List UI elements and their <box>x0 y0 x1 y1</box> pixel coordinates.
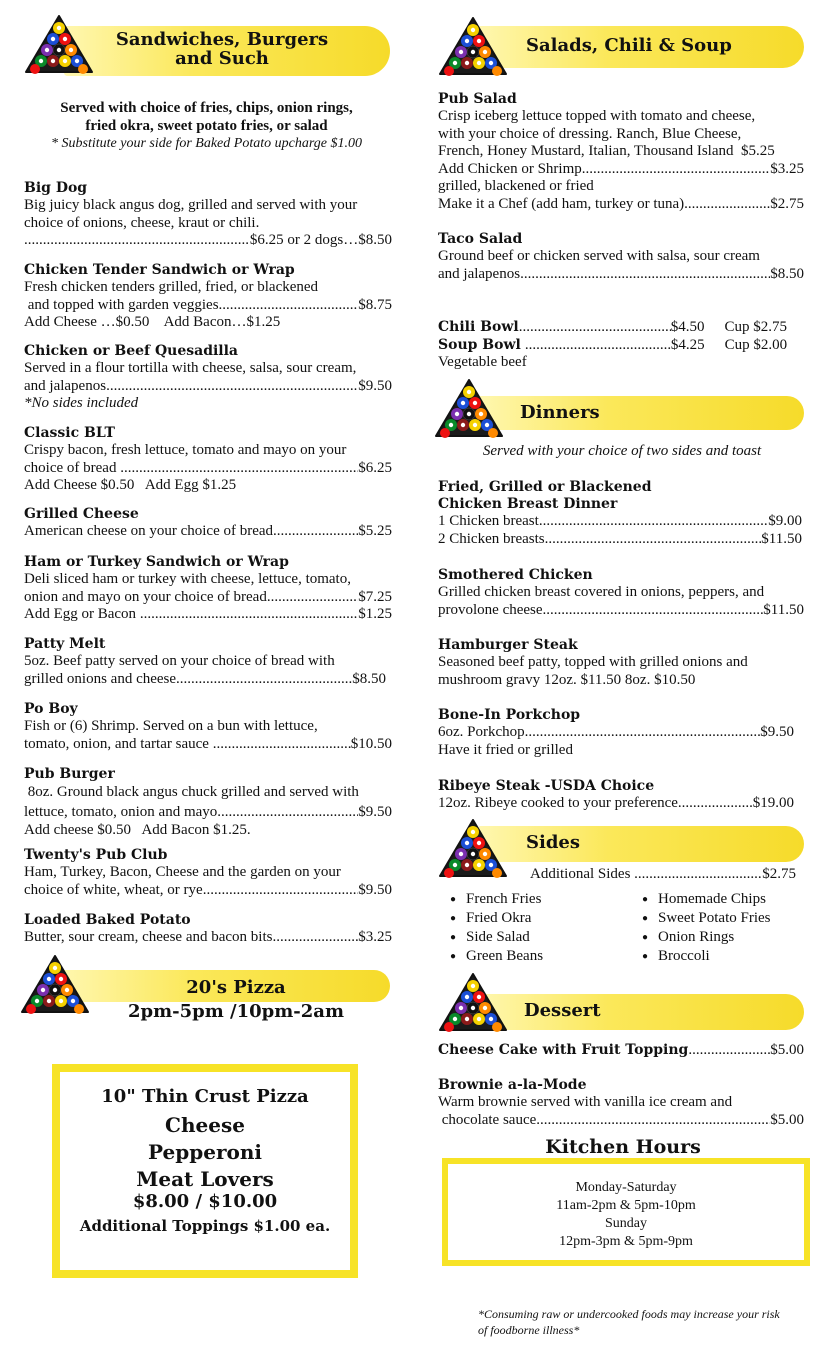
menu-item-brownie <box>438 1077 808 1129</box>
item-desc: and topped with garden veggies <box>24 296 219 313</box>
item-price: $4.50 <box>670 319 705 335</box>
item-name: Po Boy <box>24 701 78 717</box>
item-price: $9.50 <box>358 881 392 898</box>
item-desc: Crisp iceberg lettuce topped with tomato and cheese, <box>438 108 756 124</box>
item-name: Twenty's Pub Club <box>24 847 168 863</box>
sandwiches-banner-title-2: and Such <box>175 48 269 69</box>
item-price-line <box>24 460 392 478</box>
item-addon: Make it a Chef (add ham, turkey or tuna) <box>438 195 685 212</box>
side-item: ● Onion Rings <box>636 928 771 947</box>
item-addon: Add Egg or Bacon <box>24 606 140 622</box>
item-name: Chili Bowl <box>438 319 519 335</box>
hours-line: 12pm-3pm & 5pm-9pm <box>559 1234 693 1249</box>
item-price-line <box>24 671 386 689</box>
item-name: Patty Melt <box>24 636 106 652</box>
item-price: $11.50 <box>761 530 802 547</box>
item-desc: Fish or (6) Shrimp. Served on a bun with lettuce, <box>24 718 318 734</box>
menu-item-classic-blt <box>24 425 392 495</box>
item-cup-price: Cup $2.00 <box>724 336 788 353</box>
item-name: Loaded Baked Potato <box>24 912 191 928</box>
menu-item-pub-burger <box>24 766 392 840</box>
item-name: Chicken Tender Sandwich or Wrap <box>24 262 295 278</box>
side-item: ● Fried Okra <box>444 909 636 928</box>
item-price-line <box>438 1042 804 1060</box>
menu-item-ham-turkey <box>24 554 392 624</box>
item-price-line <box>438 513 802 531</box>
item-desc: lettuce, tomato, onion and mayo <box>24 804 218 820</box>
pizza-option-meat-lovers: Meat Lovers <box>136 1167 274 1191</box>
pizza-box <box>52 1064 358 1278</box>
item-addon: Add Chicken or Shrimp <box>438 160 582 177</box>
item-price: $9.50 <box>358 804 392 820</box>
item-desc: Seasoned beef patty, topped with grilled onions and <box>438 654 748 670</box>
item-price: $19.00 <box>752 795 794 811</box>
item-desc: choice of white, wheat, or rye <box>24 881 203 898</box>
footnote-line-2: of foodborne illness* <box>478 1323 580 1337</box>
dinners-banner <box>434 378 808 440</box>
item-addon: Add Cheese …$0.50 Add Bacon…$1.25 <box>24 314 281 330</box>
item-price-line <box>24 232 392 250</box>
item-price: $9.50 <box>760 724 794 740</box>
additional-sides-line <box>530 866 796 884</box>
menu-item-pub-salad <box>438 91 808 213</box>
item-name: Cheese Cake with Fruit Topping <box>438 1042 689 1058</box>
item-name: Grilled Cheese <box>24 506 139 522</box>
item-price-line <box>24 882 392 900</box>
item-price-line <box>438 196 804 214</box>
item-price: $10.50 <box>350 735 392 752</box>
side-item: ● Broccoli <box>636 947 771 966</box>
item-desc: grilled onions and cheese <box>24 670 177 687</box>
pizza-banner <box>20 954 392 1024</box>
pizza-banner-title: 20's Pizza <box>186 977 286 998</box>
item-desc: choice of bread <box>24 459 121 476</box>
menu-item-grilled-cheese <box>24 506 392 541</box>
billiard-rack-icon <box>438 972 508 1034</box>
item-desc: 5oz. Beef patty served on your choice of bread with <box>24 653 335 669</box>
menu-item-ribeye <box>438 778 808 813</box>
sides-column-2 <box>636 890 771 966</box>
item-desc: tomato, onion, and tartar sauce <box>24 735 213 752</box>
item-price: $6.25 <box>358 459 392 476</box>
item-price-line <box>24 523 392 541</box>
item-desc: 6oz. Porkchop <box>438 724 525 740</box>
item-option: 1 Chicken breast <box>438 513 539 529</box>
item-name: Big Dog <box>24 180 88 196</box>
dessert-banner <box>438 972 808 1034</box>
item-price-line <box>24 606 392 624</box>
menu-item-cheesecake <box>438 1042 808 1060</box>
item-price-line <box>438 602 804 620</box>
item-name: Ribeye Steak -USDA Choice <box>438 778 655 794</box>
item-price: $11.50 <box>763 601 804 618</box>
item-addon: Add Cheese $0.50 Add Egg $1.25 <box>24 477 237 493</box>
item-price-line <box>24 802 392 822</box>
sandwich-intro <box>24 100 389 153</box>
sandwiches-banner <box>24 14 392 76</box>
item-desc: and jalapenos <box>438 265 521 282</box>
pizza-option-cheese: Cheese <box>165 1113 245 1137</box>
intro-line-2: fried okra, sweet potato fries, or salad <box>85 117 328 134</box>
billiard-rack-icon <box>434 378 504 440</box>
item-desc: provolone cheese <box>438 601 543 618</box>
item-desc: choice of onions, cheese, kraut or chili. <box>24 214 260 231</box>
hours-line: Sunday <box>605 1216 647 1231</box>
pizza-toppings: Additional Toppings $1.00 ea. <box>79 1217 331 1235</box>
item-price: $9.00 <box>768 513 802 529</box>
hours-line: 11am-2pm & 5pm-10pm <box>556 1198 696 1213</box>
item-price: $8.50 <box>352 670 386 687</box>
menu-item-chicken-dinner <box>438 479 808 548</box>
menu-item-chicken-tender <box>24 262 392 332</box>
billiard-rack-icon <box>24 14 94 76</box>
item-desc: Served in a flour tortilla with cheese, salsa, sour cream, <box>24 360 357 376</box>
menu-item-patty-melt <box>24 636 392 688</box>
item-desc: Have it fried or grilled <box>438 741 573 758</box>
item-desc: Grilled chicken breast covered in onions, peppers, and <box>438 584 765 600</box>
billiard-rack-icon <box>438 16 508 78</box>
menu-item-quesadilla <box>24 343 392 413</box>
sides-banner-title: Sides <box>526 832 581 853</box>
item-price: $5.00 <box>770 1042 804 1058</box>
item-price: $7.25 <box>358 588 392 605</box>
item-desc: mushroom gravy 12oz. $11.50 8oz. $10.50 <box>438 671 696 688</box>
side-item: ● Green Beans <box>444 947 636 966</box>
item-desc: Ground beef or chicken served with salsa, sour cream <box>438 248 760 264</box>
item-addon: Add cheese $0.50 Add Bacon $1.25. <box>24 822 251 838</box>
item-price-line <box>438 1112 804 1130</box>
item-price-line <box>438 266 804 284</box>
menu-item-chili-soup <box>438 319 808 372</box>
item-desc: American cheese on your choice of bread <box>24 523 274 539</box>
item-desc: Deli sliced ham or turkey with cheese, lettuce, tomato, <box>24 571 351 587</box>
chili-line <box>438 319 808 337</box>
pizza-banner-hours: 2pm-5pm /10pm-2am <box>127 1001 344 1022</box>
soup-line <box>438 337 808 355</box>
sides-column-1 <box>444 890 636 966</box>
item-price-line <box>24 736 392 754</box>
kitchen-hours-box <box>442 1158 810 1266</box>
menu-item-po-boy <box>24 701 392 753</box>
pizza-title: 10" Thin Crust Pizza <box>101 1086 309 1107</box>
item-price: $5.25 <box>358 523 392 539</box>
item-price-line <box>24 589 392 607</box>
intro-line-1: Served with choice of fries, chips, onion rings, <box>60 100 353 116</box>
item-name: Smothered Chicken <box>438 567 593 583</box>
item-desc: Vegetable beef <box>438 354 527 370</box>
item-note: *No sides included <box>24 395 139 411</box>
item-cup-price: Cup $2.75 <box>724 319 787 335</box>
item-price-line <box>438 724 794 742</box>
sandwiches-banner-title: Sandwiches, Burgers <box>115 29 329 50</box>
intro-note: * Substitute your side for Baked Potato upcharge $1.00 <box>51 136 362 151</box>
item-desc: Fresh chicken tenders grilled, fried, or blackened <box>24 279 319 295</box>
item-desc: Ham, Turkey, Bacon, Cheese and the garden on your <box>24 864 341 880</box>
item-price-line <box>24 378 392 396</box>
item-name: Pub Salad <box>438 91 517 107</box>
item-name: Fried, Grilled or Blackened <box>438 479 652 495</box>
item-desc: chocolate sauce <box>438 1111 537 1128</box>
side-item: ● Homemade Chips <box>636 890 771 909</box>
menu-item-hamburger-steak <box>438 637 808 689</box>
item-price-line <box>438 531 802 549</box>
item-name-2: Chicken Breast Dinner <box>438 496 618 512</box>
item-price: $9.50 <box>358 377 392 394</box>
item-desc: with your choice of dressing. Ranch, Blue Cheese, <box>438 125 742 142</box>
item-price: $6.25 or 2 dogs…$8.50 <box>249 232 392 248</box>
item-desc: onion and mayo on your choice of bread <box>24 588 267 605</box>
menu-item-pub-club <box>24 847 392 899</box>
item-name: Soup Bowl <box>438 336 521 353</box>
hours-line: Monday-Saturday <box>575 1180 677 1195</box>
side-item: ● Sweet Potato Fries <box>636 909 771 928</box>
item-price: $3.25 <box>770 160 804 177</box>
dessert-banner-title: Dessert <box>524 1000 601 1021</box>
item-price-line <box>24 929 392 947</box>
item-name: Bone-In Porkchop <box>438 707 581 723</box>
item-price: $8.75 <box>358 296 392 313</box>
item-price: $8.50 <box>770 265 804 282</box>
salads-banner-title: Salads, Chili & Soup <box>526 35 732 56</box>
menu-item-taco-salad <box>438 231 808 283</box>
item-option: 2 Chicken breasts <box>438 530 545 547</box>
item-desc: grilled, blackened or fried <box>438 178 594 194</box>
menu-item-loaded-potato <box>24 912 392 947</box>
item-name: Taco Salad <box>438 231 523 247</box>
item-name: Ham or Turkey Sandwich or Wrap <box>24 554 289 570</box>
item-desc: Crispy bacon, fresh lettuce, tomato and mayo on your <box>24 442 347 458</box>
menu-item-smothered-chicken <box>438 567 808 619</box>
side-item: ● Side Salad <box>444 928 636 947</box>
item-price-line <box>24 297 392 315</box>
item-desc: Butter, sour cream, cheese and bacon bits <box>24 929 273 945</box>
item-price: $5.00 <box>770 1111 804 1128</box>
additional-sides-label: Additional Sides <box>530 866 635 882</box>
item-name: Chicken or Beef Quesadilla <box>24 343 239 359</box>
dinners-note: Served with your choice of two sides and toast <box>482 443 762 459</box>
pizza-price: $8.00 / $10.00 <box>132 1191 278 1212</box>
item-desc: Big juicy black angus dog, grilled and served with your <box>24 197 358 213</box>
item-price: $3.25 <box>358 929 392 945</box>
item-desc: 12oz. Ribeye cooked to your preference <box>438 795 678 811</box>
footnote <box>478 1306 818 1338</box>
item-price: $2.75 <box>770 195 804 212</box>
item-price-line <box>438 161 804 179</box>
kitchen-hours-title: Kitchen Hours <box>545 1136 701 1158</box>
pizza-option-pepperoni: Pepperoni <box>148 1140 262 1164</box>
side-item: ● French Fries <box>444 890 636 909</box>
menu-item-porkchop <box>438 707 808 759</box>
item-desc: French, Honey Mustard, Italian, Thousand Island $5.25 <box>438 143 775 159</box>
sides-list <box>444 890 804 966</box>
item-desc: 8oz. Ground black angus chuck grilled and served with <box>24 784 359 800</box>
footnote-line-1: *Consuming raw or undercooked foods may increase your risk <box>478 1307 780 1321</box>
item-name: Hamburger Steak <box>438 637 578 653</box>
item-name: Classic BLT <box>24 425 115 441</box>
item-price: $4.25 <box>670 336 705 353</box>
item-price-line <box>438 795 794 813</box>
salads-banner <box>438 16 808 78</box>
billiard-rack-icon <box>438 818 508 880</box>
item-name: Pub Burger <box>24 766 115 782</box>
item-price: $1.25 <box>358 606 392 622</box>
billiard-rack-icon <box>20 954 90 1016</box>
dinners-banner-title: Dinners <box>520 402 600 423</box>
item-desc: and jalapenos <box>24 377 107 394</box>
menu-item-big-dog <box>24 180 392 250</box>
item-desc: Warm brownie served with vanilla ice cream and <box>438 1094 733 1110</box>
item-name: Brownie a-la-Mode <box>438 1077 587 1093</box>
additional-sides-price: $2.75 <box>762 866 796 882</box>
